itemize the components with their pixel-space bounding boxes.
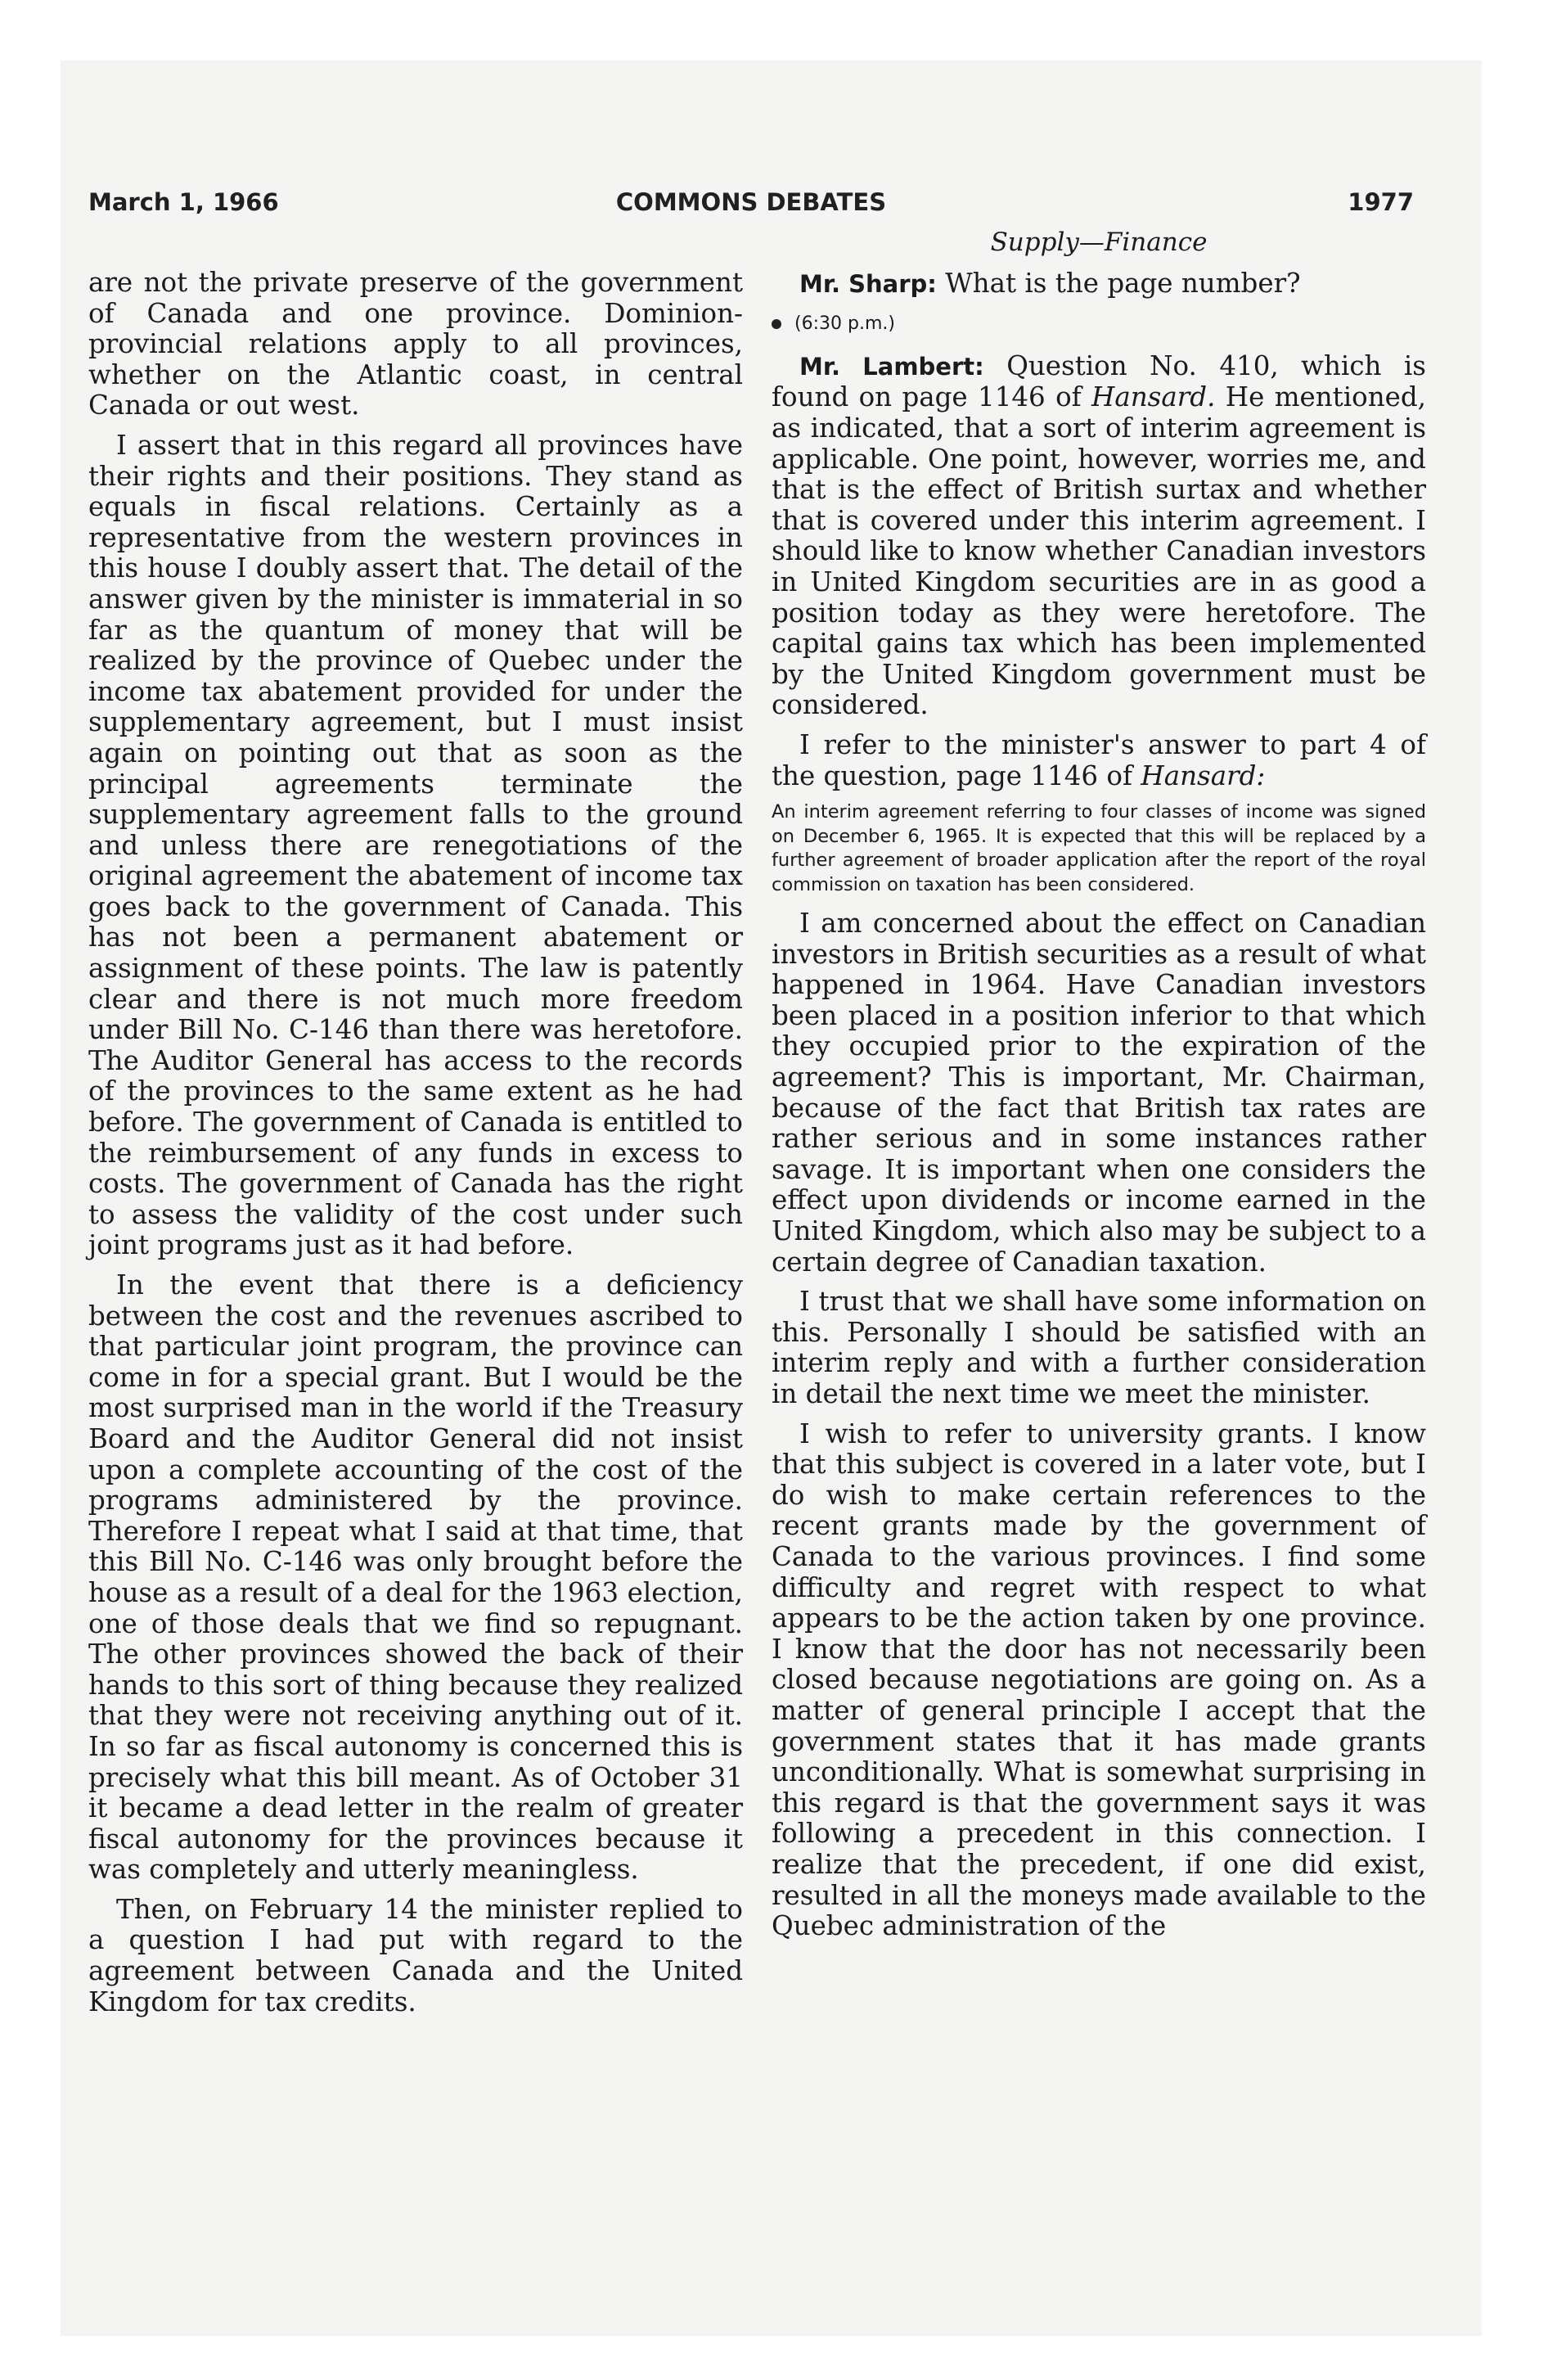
left-column <box>88 268 743 2026</box>
speaker-sharp: Mr. Sharp: <box>799 269 937 298</box>
right-paragraph-4: I trust that we shall have some information on this. Personally I should be satisfied with an interim reply and with a further consideration in detail the next time we meet the minister. <box>772 1286 1426 1409</box>
bullet-icon <box>772 319 781 329</box>
hansard-ref-2: Hansard: <box>1141 760 1266 791</box>
sharp-paragraph <box>772 268 1426 300</box>
right-paragraph-3: I am concerned about the effect on Canadian investors in British securities as a result of what happened in 1964. Have Canadian investors been placed in a position inferior to that which they occupied prior to the expiration of the agreement? This is important, Mr. Chairman, because of the fact that British tax rates are rather serious and in some instances rather savage. It is important when one considers the effect upon dividends or income earned in the United Kingdom, which also may be subject to a certain degree of Canadian taxation. <box>772 908 1426 1278</box>
right-paragraph-2 <box>772 730 1426 791</box>
hansard-ref-1: Hansard. <box>1091 381 1216 413</box>
right-paragraph-5: I wish to refer to university grants. I know that this subject is covered in a later vote, but I do wish to make certain references to the recent grants made by the government of Canada to the various provinces. I find some difficulty and regret with respect to what appears to be the action taken by one province. I know that the door has not necessarily been closed because negotiations are going on. As a matter of general principle I accept that the government states that it has made grants unconditionally. What is somewhat surprising in this regard is that the government says it was following a precedent in this connection. I realize that the precedent, if one did exist, resulted in all the moneys made available to the Quebec administration of the <box>772 1418 1426 1942</box>
left-paragraph-4: Then, on February 14 the minister replied to a question I had put with regard to the agreement between Canada and the United Kingdom for tax credits. <box>88 1893 743 2017</box>
sharp-text: What is the page number? <box>945 267 1301 299</box>
time-stamp-text: (6:30 p.m.) <box>794 313 895 335</box>
speaker-lambert: Mr. Lambert: <box>799 352 984 381</box>
left-paragraph-3: In the event that there is a deficiency between the cost and the revenues ascribed to that particular joint program, the province can come in for a special grant. But I would be the most surprised man in the world if the Treasury Board and the Auditor General did not insist upon a complete accounting of the cost of the programs administered by the province. Therefore I repeat what I said at that time, that this Bill No. C-146 was only brought before the house as a result of a deal for the 1963 election, one of those deals that we find so repugnant. The other provinces showed the back of their hands to this sort of thing because they realized that they were not receiving anything out of it. In so far as fiscal autonomy is concerned this is precisely what this bill meant. As of October 31 it became a dead letter in the realm of greater fiscal autonomy for the provinces because it was completely and utterly meaningless. <box>88 1269 743 1886</box>
page-header <box>88 188 1414 229</box>
left-paragraph-1: are not the private preserve of the government of Canada and one province. Dominion-provincial relations apply to all provinces, whether on the Atlantic coast, in central Canada or out west. <box>88 267 743 421</box>
left-paragraph-2: I assert that in this regard all provinces have their rights and their positions. They stand as equals in fiscal relations. Certainly as a representative from the western provinces in this house I doubly assert that. The detail of the answer given by the minister is immaterial in so far as the quantum of money that will be realized by the province of Quebec under the income tax abatement provided for under the supplementary agreement, but I must insist again on pointing out that as soon as the principal agreements terminate the supplementary agreement falls to the ground and unless there are renegotiations of the original agreement the abatement of income tax goes back to the government of Canada. This has not been a permanent abatement or assignment of these points. The law is patently clear and there is not much more freedom under Bill No. C-146 than there was heretofore. The Auditor General has access to the records of the provinces to the same extent as he had before. The government of Canada is entitled to the reimbursement of any funds in excess to costs. The government of Canada has the right to assess the validity of the cost under such joint programs just as it had before. <box>88 429 743 1261</box>
time-stamp <box>772 309 1426 340</box>
header-date: March 1, 1966 <box>88 188 279 216</box>
header-title: COMMONS DEBATES <box>615 188 887 216</box>
right-column <box>772 228 1426 1951</box>
lambert-text-b: He mentioned, as indicated, that a sort of interim agreement is applicable. One point, however, worries me, and that is the effect of British surtax and whether that is covered under this interim agreement. I should like to know whether Canadian investors in United Kingdom securities are in as good a position today as they were heretofore. The capital gains tax which has been implemented by the United Kingdom government must be considered. <box>772 381 1427 721</box>
header-page-number: 1977 <box>1348 188 1414 216</box>
p2-text: I refer to the minister's answer to part 4 of the question, page 1146 of <box>772 728 1426 791</box>
lambert-paragraph-1 <box>772 351 1426 721</box>
quoted-answer: An interim agreement referring to four classes of income was signed on December 6, 1965. It is expected that this will be replaced by a further agreement of broader application after the report of the royal commission on taxation has been considered. <box>772 801 1426 895</box>
section-subhead: Supply—Finance <box>990 228 1208 257</box>
lambert-text-a: Question No. 410, which is found on page 1146 of <box>772 349 1426 413</box>
